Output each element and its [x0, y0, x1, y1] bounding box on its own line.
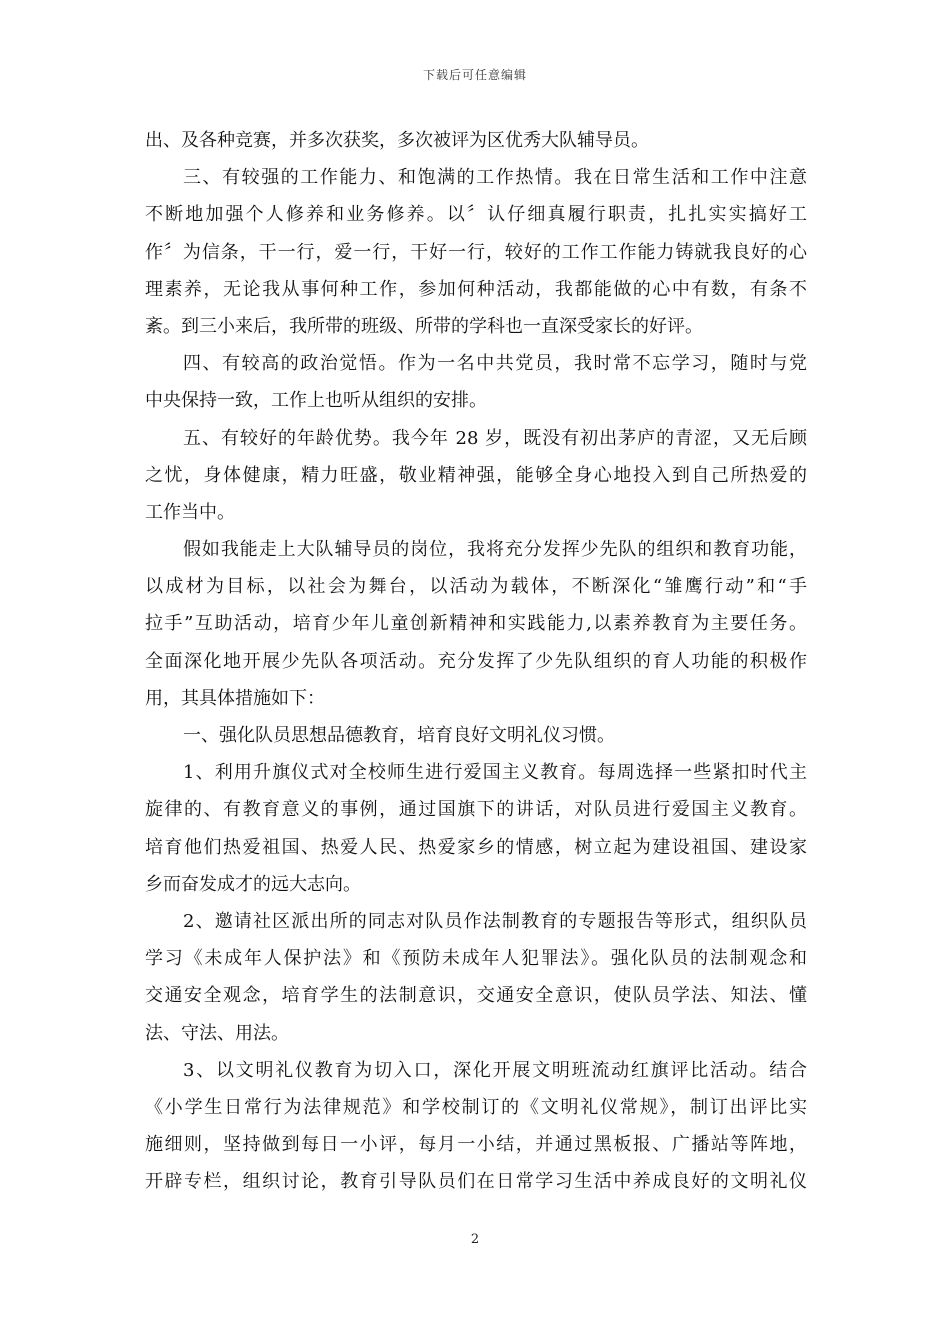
text-line: 一、强化队员思想品德教育，培育良好文明礼仪习惯。: [183, 725, 615, 746]
text-line: 以成材为目标，以社会为舞台，以活动为载体，不断深化“雏鹰行动”和“手: [145, 576, 807, 598]
text-line: 施细则，坚持做到每日一小评，每月一小结，并通过黑板报、广播站等阵地，: [145, 1134, 807, 1156]
page-number: 2: [470, 1232, 480, 1247]
text-line: 中央保持一致，工作上也听从组织的安排。: [145, 390, 487, 412]
page-header: 下载后可任意编辑: [422, 68, 527, 82]
text-line: 假如我能走上大队辅导员的岗位，我将充分发挥少先队的组织和教育功能，: [183, 539, 807, 561]
text-line: 工作当中。: [145, 501, 235, 523]
text-line: 2、邀请社区派出所的同志对队员作法制教育的专题报告等形式，组织队员: [183, 910, 807, 932]
text-line: 出、及各种竞赛，并多次获奖，多次被评为区优秀大队辅导员。: [145, 130, 649, 151]
text-line: 1、利用升旗仪式对全校师生进行爱国主义教育。每周选择一些紧扣时代主: [183, 762, 807, 784]
text-line: 乡而奋发成才的远大志向。: [145, 873, 361, 895]
text-line: 学习《未成年人保护法》和《预防未成年人犯罪法》。强化队员的法制观念和: [145, 948, 807, 970]
text-line: 法、守法、用法。: [145, 1022, 289, 1044]
text-line: 培育他们热爱祖国、热爱人民、热爱家乡的情感，树立起为建设祖国、建设家: [145, 836, 807, 858]
text-line: 用，其具体措施如下：: [145, 687, 325, 709]
document-body: [145, 122, 807, 1200]
text-line: 作〞为信条，干一行，爱一行，干好一行，较好的工作工作能力铸就我良好的心: [145, 241, 807, 263]
text-line: 交通安全观念，培育学生的法制意识，交通安全意识，使队员学法、知法、懂: [145, 985, 807, 1007]
text-line: 五、有较好的年龄优势。我今年 28 岁，既没有初出茅庐的青涩，又无后顾: [183, 427, 807, 449]
text-line: 紊。到三小来后，我所带的班级、所带的学科也一直深受家长的好评。: [145, 315, 703, 337]
text-line: 理素养，无论我从事何种工作，参加何种活动，我都能做的心中有数，有条不: [145, 278, 807, 300]
text-line: 旋律的、有教育意义的事例，通过国旗下的讲话，对队员进行爱国主义教育。: [145, 799, 807, 821]
text-line: 之忧，身体健康，精力旺盛，敬业精神强，能够全身心地投入到自己所热爱的: [145, 464, 807, 486]
text-line: 3、以文明礼仪教育为切入口，深化开展文明班流动红旗评比活动。结合: [183, 1059, 807, 1081]
text-line: 不断地加强个人修养和业务修养。以〞认仔细真履行职责，扎扎实实搞好工: [145, 204, 807, 226]
text-line: 四、有较高的政治觉悟。作为一名中共党员，我时常不忘学习，随时与党: [183, 353, 807, 375]
text-line: 拉手”互助活动，培育少年儿童创新精神和实践能力,以素养教育为主要任务。: [145, 613, 807, 635]
text-line: 开辟专栏，组织讨论，教育引导队员们在日常学习生活中养成良好的文明礼仪: [145, 1171, 807, 1193]
text-line: 三、有较强的工作能力、和饱满的工作热情。我在日常生活和工作中注意: [183, 167, 807, 189]
text-line: 《小学生日常行为法律规范》和学校制订的《文明礼仪常规》，制订出评比实: [145, 1096, 807, 1118]
text-line: 全面深化地开展少先队各项活动。充分发挥了少先队组织的育人功能的积极作: [145, 650, 807, 672]
